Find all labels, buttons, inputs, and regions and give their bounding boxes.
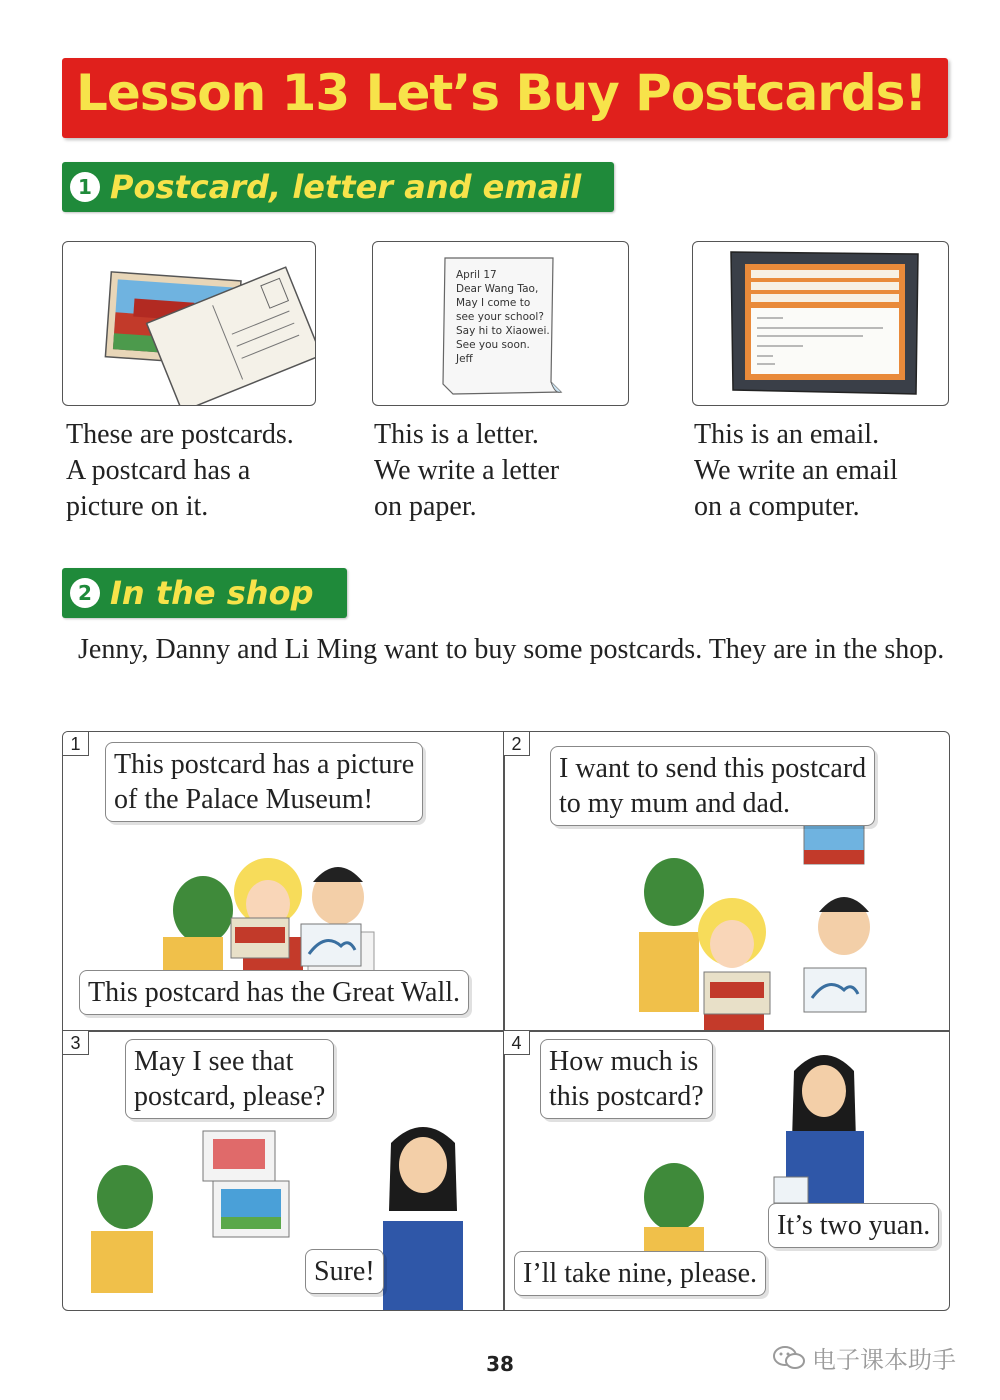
section-1-header [62, 162, 614, 212]
letter-line: Dear Wang Tao, [456, 283, 539, 295]
speech-bubble [550, 746, 875, 826]
bubble-line: This postcard has the Great Wall. [88, 977, 461, 1008]
letter-line: see your school? [456, 311, 544, 323]
bubble-line: this postcard? [549, 1081, 704, 1112]
section-2-header [62, 568, 347, 618]
watermark [772, 1340, 956, 1375]
section-1-title: Postcard, letter and email [110, 168, 582, 206]
speech-bubble [305, 1249, 384, 1294]
letter-caption [374, 417, 559, 525]
caption-line: We write a letter [374, 455, 560, 486]
page-number: 38 [486, 1352, 514, 1376]
caption-line: This is a letter. [374, 419, 539, 450]
bubble-line: How much is [549, 1046, 699, 1077]
bubble-line: of the Palace Museum! [114, 784, 373, 815]
panel-2-number: 2 [504, 732, 530, 756]
comic-panel-3 [63, 1031, 503, 1311]
letter-line: April 17 [456, 269, 497, 281]
shop-intro-text: Jenny, Danny and Li Ming want to buy some postcards. They are in the shop. [78, 634, 945, 665]
caption-line: These are postcards. [66, 419, 294, 450]
section-2-title: In the shop [110, 574, 314, 612]
speech-bubble [540, 1039, 713, 1119]
postcard-caption [66, 417, 294, 525]
letter-line: May I come to [456, 297, 531, 309]
bubble-line: I want to send this postcard [559, 753, 867, 784]
bubble-line: It’s two yuan. [777, 1210, 931, 1241]
speech-bubble [514, 1251, 766, 1296]
speech-bubble [79, 970, 469, 1015]
lesson-title-bar [62, 58, 948, 138]
caption-line: picture on it. [66, 491, 209, 522]
caption-line: on paper. [374, 491, 477, 522]
letter-text [456, 268, 550, 366]
wechat-icon [772, 1345, 806, 1371]
letter-line: Say hi to Xiaowei. [456, 325, 550, 337]
section-1-number: 1 [70, 172, 100, 202]
lesson-title: Lesson 13 Let’s Buy Postcards! [76, 64, 927, 122]
panel-4-number: 4 [504, 1031, 530, 1055]
postcard-picture [62, 241, 316, 406]
comic-panel-4 [504, 1031, 950, 1311]
section-2-number: 2 [70, 578, 100, 608]
bubble-line: May I see that [134, 1046, 294, 1077]
email-picture [692, 241, 949, 406]
letter-picture [372, 241, 629, 406]
caption-line: We write an email [694, 455, 898, 486]
letter-line: Jeff [456, 353, 473, 365]
letter-line: See you soon. [456, 339, 530, 351]
bubble-line: This postcard has a picture [114, 749, 415, 780]
speech-bubble [125, 1039, 334, 1119]
comic-strip [62, 731, 950, 1311]
speech-bubble [768, 1203, 939, 1248]
caption-line: A postcard has a [66, 455, 251, 486]
panel-3-number: 3 [63, 1031, 89, 1055]
comic-panel-1 [63, 732, 503, 1030]
caption-line: This is an email. [694, 419, 880, 450]
email-caption [694, 417, 898, 525]
comic-panel-2 [504, 732, 950, 1030]
watermark-text: 电子课本助手 [812, 1346, 956, 1374]
speech-bubble [105, 742, 423, 822]
bubble-line: I’ll take nine, please. [523, 1258, 758, 1289]
bubble-line: Sure! [314, 1256, 375, 1287]
caption-line: on a computer. [694, 491, 860, 522]
panel-1-number: 1 [63, 732, 89, 756]
bubble-line: postcard, please? [134, 1081, 326, 1112]
bubble-line: to my mum and dad. [559, 788, 790, 819]
